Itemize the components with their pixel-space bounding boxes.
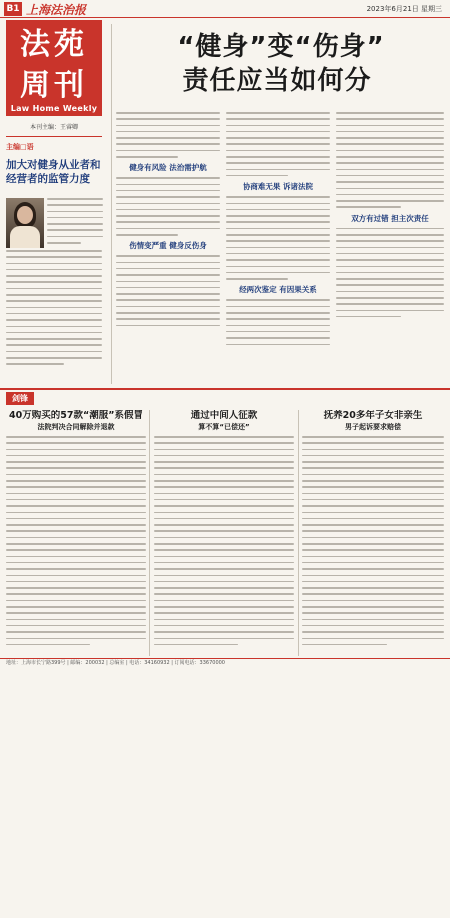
subhead-1: 健身有风险 法治需护航 [129, 163, 207, 173]
subhead-3: 伤情变严重 健身反伤身 [129, 241, 207, 251]
section-divider-tag: 剑锋 [6, 392, 34, 405]
main-headline [118, 30, 444, 98]
page-header [0, 0, 450, 18]
bottom-article-3-subhead: 男子起诉要求赔偿 [345, 423, 401, 431]
main-article-col-2 [226, 112, 330, 382]
page-number-badge: B1 [4, 2, 22, 16]
section-divider [0, 388, 450, 406]
main-article-col-3 [336, 112, 444, 382]
main-article-col-1 [116, 112, 220, 382]
main-headline-line-1: “健身”变“伤身” [177, 32, 385, 62]
left-column-headline: 加大对健身从业者和经营者的监管力度 [6, 159, 101, 185]
bottom-article-2-subhead: 算不算“已偿还” [198, 423, 250, 431]
bottom-article-3-headline: 抚养20多年子女非亲生 [323, 410, 423, 421]
author-intro-text [47, 198, 103, 248]
column-rule [111, 24, 112, 384]
masthead-english: Law Home Weekly [10, 104, 98, 113]
masthead-title-1: 法苑 [20, 27, 88, 62]
column-tag: 主编□语 [6, 143, 34, 151]
newspaper-name: 上海法治报 [26, 3, 87, 17]
section-masthead [6, 20, 102, 116]
editor-credit: 本刊主编：王睿卿 [29, 124, 78, 131]
subhead-4: 经两次鉴定 有因果关系 [239, 285, 317, 295]
bottom-article-1-headline: 40万购买的57款“潮服”系假冒 [9, 410, 143, 421]
bottom-article-1 [6, 410, 146, 656]
bottom-article-2 [154, 410, 294, 656]
page-footer: 地址：上海市长宁路399号 | 邮编：200032 | 总编室 | 电话：34160932 | 订阅电话：33670000 [0, 658, 450, 668]
subhead-5: 双方有过错 担主次责任 [351, 213, 429, 223]
column-rule [298, 410, 299, 656]
bottom-article-2-headline: 通过中间人征款 [190, 410, 258, 421]
masthead-title-2: 周刊 [20, 68, 88, 103]
main-headline-line-2: 责任应当如何分 [182, 66, 372, 96]
bottom-article-1-subhead: 法院判决合同解除并退款 [37, 423, 115, 431]
bottom-article-3 [302, 410, 444, 656]
author-photo [6, 198, 44, 248]
left-rule [6, 136, 102, 137]
subhead-2: 协商难无果 诉诸法院 [242, 182, 314, 192]
column-rule [149, 410, 150, 656]
issue-date: 2023年6月21日 星期三 [366, 5, 442, 13]
